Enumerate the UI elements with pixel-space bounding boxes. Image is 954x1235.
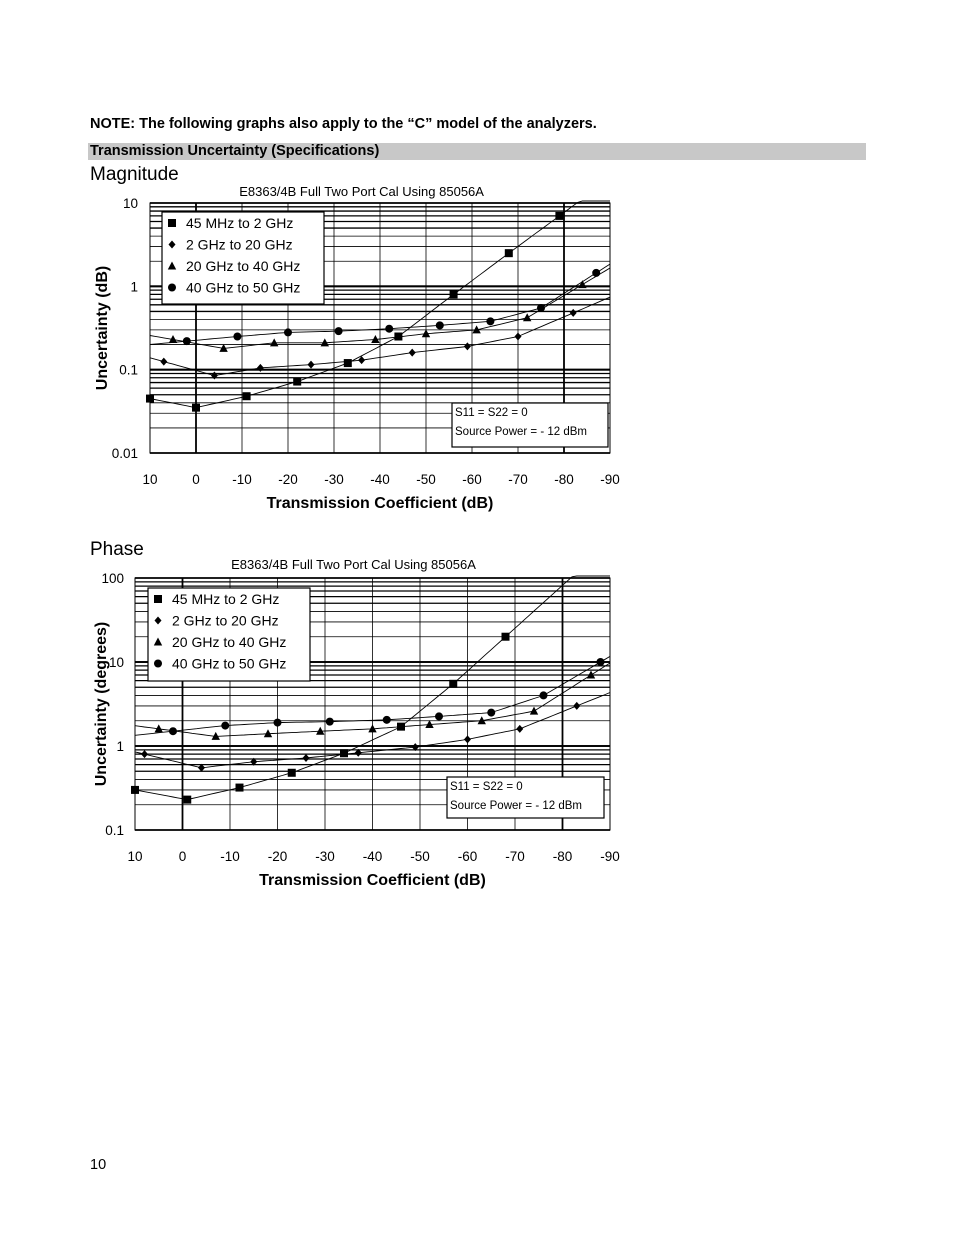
x-tick-label: -60 xyxy=(462,472,482,487)
legend-entry: 45 MHz to 2 GHz xyxy=(186,215,294,231)
x-tick-label: -50 xyxy=(410,849,430,864)
data-point-square xyxy=(505,249,513,257)
legend-entry: 2 GHz to 20 GHz xyxy=(186,236,293,253)
data-point-triangle xyxy=(270,338,278,346)
data-point-diamond xyxy=(573,702,580,710)
note-text: NOTE: The following graphs also apply to the “C” model of the analyzers. xyxy=(90,116,597,132)
magnitude-chart xyxy=(0,0,954,540)
legend-entry: 40 GHz to 50 GHz xyxy=(172,655,287,672)
data-point-circle xyxy=(537,304,545,312)
data-point-circle xyxy=(435,712,443,720)
chart-title: E8363/4B Full Two Port Cal Using 85056A xyxy=(239,184,484,199)
data-point-square xyxy=(131,786,139,794)
y-tick-label: 100 xyxy=(101,571,124,586)
y-tick-label: 10 xyxy=(122,196,138,211)
data-point-circle xyxy=(385,325,393,333)
data-point-square xyxy=(192,404,200,412)
y-tick-label: 1 xyxy=(130,279,138,295)
x-tick-label: -20 xyxy=(267,849,288,864)
y-tick-label: 0.01 xyxy=(111,446,138,461)
data-point-square xyxy=(449,680,457,688)
y-axis-label: Uncertainty (degrees) xyxy=(93,621,110,787)
y-tick-label: 10 xyxy=(108,655,124,670)
x-tick-label: 10 xyxy=(142,472,158,487)
x-tick-label: -30 xyxy=(324,472,344,487)
data-point-diamond xyxy=(303,754,310,762)
x-tick-label: -20 xyxy=(278,472,298,487)
phase-chart xyxy=(0,530,954,890)
data-point-diamond xyxy=(464,735,471,743)
x-tick-label: -70 xyxy=(508,472,528,487)
data-point-triangle xyxy=(530,707,538,715)
chart-title: E8363/4B Full Two Port Cal Using 85056A xyxy=(231,557,476,572)
data-point-diamond xyxy=(409,349,416,357)
data-point-circle xyxy=(335,327,343,335)
x-axis-label: Transmission Coefficient (dB) xyxy=(259,872,486,889)
data-point-circle xyxy=(597,658,605,666)
x-tick-label: -90 xyxy=(600,472,620,487)
data-point-diamond xyxy=(570,309,577,317)
chart-legend xyxy=(148,588,310,681)
x-tick-label: -70 xyxy=(505,849,525,864)
data-point-square xyxy=(288,769,296,777)
data-point-circle xyxy=(436,321,444,329)
legend-marker-circle xyxy=(154,660,162,668)
data-point-circle xyxy=(592,269,600,277)
data-point-circle xyxy=(383,716,391,724)
data-point-square xyxy=(243,392,251,400)
data-point-square xyxy=(502,633,510,641)
data-point-diamond xyxy=(515,333,522,341)
data-point-square xyxy=(183,796,191,804)
annotation-text: S11 = S22 = 0 xyxy=(450,781,523,793)
x-tick-label: -60 xyxy=(457,849,478,864)
legend-entry: 40 GHz to 50 GHz xyxy=(186,279,301,296)
section-title: Transmission Uncertainty (Specifications) xyxy=(88,143,866,160)
y-tick-label: 0.1 xyxy=(119,362,138,378)
annotation-box xyxy=(447,777,604,818)
chart-heading: Magnitude xyxy=(90,164,179,185)
legend-marker-square xyxy=(168,219,176,227)
x-tick-label: -90 xyxy=(600,849,620,864)
data-point-circle xyxy=(169,727,177,735)
data-point-square xyxy=(236,784,244,792)
data-point-circle xyxy=(274,719,282,727)
x-axis-label: Transmission Coefficient (dB) xyxy=(266,495,494,512)
data-point-circle xyxy=(233,333,241,341)
data-point-diamond xyxy=(141,750,148,758)
data-point-square xyxy=(450,290,458,298)
legend-entry: 20 GHz to 40 GHz xyxy=(172,634,287,650)
x-tick-label: -50 xyxy=(416,472,436,487)
y-tick-label: 0.1 xyxy=(105,823,124,838)
data-point-circle xyxy=(487,709,495,717)
data-point-diamond xyxy=(516,725,523,733)
annotation-text: S11 = S22 = 0 xyxy=(455,407,528,419)
x-tick-label: -10 xyxy=(232,472,252,487)
data-point-circle xyxy=(540,691,548,699)
y-tick-label: 1 xyxy=(116,739,124,754)
annotation-text: Source Power = - 12 dBm xyxy=(455,426,587,438)
data-point-diamond xyxy=(308,361,315,369)
data-point-circle xyxy=(183,337,191,345)
chart-legend xyxy=(162,212,324,304)
page-number: 10 xyxy=(90,1157,107,1173)
x-tick-label: -80 xyxy=(552,849,573,864)
x-tick-label: 10 xyxy=(127,849,143,864)
legend-marker-circle xyxy=(168,284,176,292)
data-point-square xyxy=(293,378,301,386)
data-point-circle xyxy=(326,718,334,726)
data-point-square xyxy=(146,395,154,403)
x-tick-label: -40 xyxy=(362,849,383,864)
x-tick-label: -40 xyxy=(370,472,390,487)
x-tick-label: -10 xyxy=(220,849,240,864)
data-point-square xyxy=(340,749,348,757)
x-tick-label: 0 xyxy=(192,472,200,487)
legend-entry: 20 GHz to 40 GHz xyxy=(186,258,301,274)
data-point-circle xyxy=(486,317,494,325)
legend-entry: 45 MHz to 2 GHz xyxy=(172,591,280,607)
y-axis-label: Uncertainty (dB) xyxy=(94,265,111,391)
annotation-box xyxy=(452,403,608,447)
data-point-triangle xyxy=(523,313,531,321)
data-point-square xyxy=(555,212,563,220)
x-tick-label: -80 xyxy=(554,472,574,487)
data-point-circle xyxy=(284,328,292,336)
x-tick-label: -30 xyxy=(315,849,335,864)
legend-entry: 2 GHz to 20 GHz xyxy=(172,612,279,629)
data-point-circle xyxy=(221,722,229,730)
data-point-diamond xyxy=(257,364,264,372)
data-point-diamond xyxy=(464,342,471,350)
legend-marker-square xyxy=(154,595,162,603)
data-point-diamond xyxy=(160,358,167,366)
data-point-square xyxy=(344,359,352,367)
annotation-text: Source Power = - 12 dBm xyxy=(450,800,582,812)
chart-heading: Phase xyxy=(90,539,144,560)
x-tick-label: 0 xyxy=(178,849,187,864)
